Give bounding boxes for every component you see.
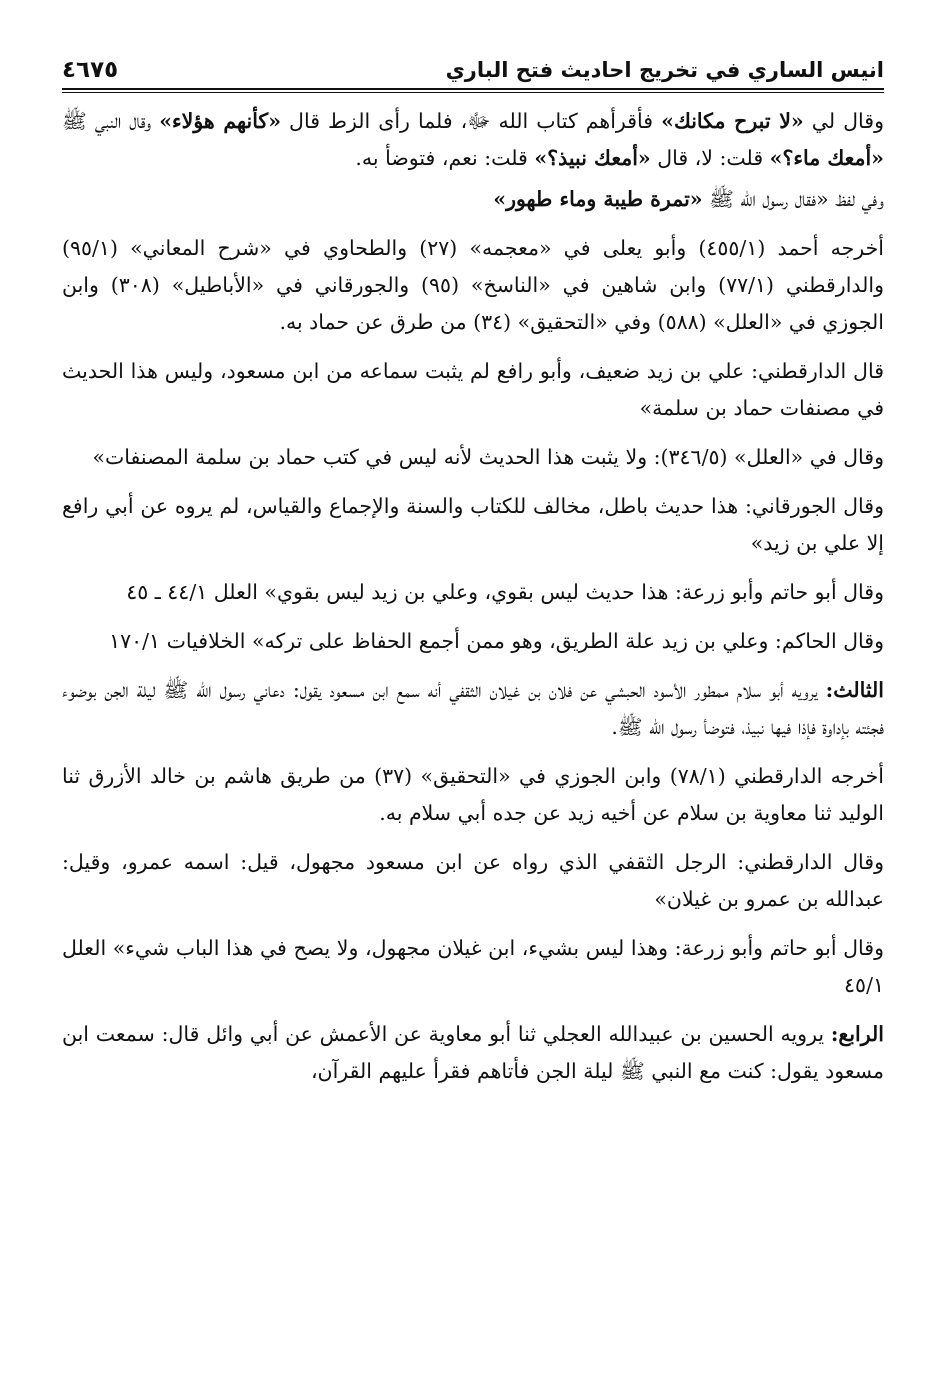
text-span: أخرجه أحمد (٤٥٥/١) وأبو يعلى في «معجمه» (٢٧) والطحاوي في «شرح المعاني» (٩٥/١) والدارقطني (٧٧/١) وابن شاهين في «الناسخ» (٩٥) والجورقاني في «الأباطيل» (٣٠٨) وابن الجوزي في «العلل» (٥٨٨) وفي «التحقيق» (٣٤) من طرق عن حماد به. — [62, 236, 884, 334]
paragraph-12 — [62, 930, 884, 1004]
text-span: يرويه الحسين بن عبيدالله العجلي ثنا أبو معاوية عن الأعمش عن أبي وائل قال: سمعت ابن مسعود يقول: كنت مع النبي ﷺ ليلة الجن فأتاهم فقرأ عليهم القرآن، — [62, 1022, 884, 1083]
paragraph-8 — [62, 623, 884, 660]
paragraph-9 — [62, 672, 884, 746]
text-span: وفي لفظ «فقال رسول الله ﷺ — [702, 187, 884, 211]
text-span: وقال أبو حاتم وأبو زرعة: هذا حديث ليس بقوي، وعلي بن زيد ليس بقوي» العلل ٤٤/١ ـ ٤٥ — [126, 580, 884, 604]
book-page — [62, 52, 884, 1372]
paragraph-3 — [62, 230, 884, 341]
section-label: الرابع: — [830, 1022, 884, 1046]
section-label: الثالث: — [825, 678, 884, 702]
text-span: وقال الدارقطني: الرجل الثقفي الذي رواه عن ابن مسعود مجهول، قيل: اسمه عمرو، وقيل: عبدالله بن عمرو بن غيلان» — [62, 850, 884, 911]
text-span: قال الدارقطني: علي بن زيد ضعيف، وأبو رافع لم يثبت سماعه من ابن مسعود، وليس هذا الحديث في مصنفات حماد بن سلمة» — [62, 359, 884, 420]
paragraph-2 — [62, 181, 884, 218]
page-number: ٤٦٧٥ — [62, 57, 119, 83]
paragraph-5 — [62, 439, 884, 476]
bold-quote: «كأنهم هؤلاء» — [159, 109, 282, 133]
paragraph-4 — [62, 353, 884, 427]
bold-quote: «أمعك ماء؟» — [769, 146, 884, 170]
bold-quote: «أمعك نبيذ؟» — [534, 146, 651, 170]
text-span: وقال الجورقاني: هذا حديث باطل، مخالف للكتاب والسنة والإجماع والقياس، لم يروه عن أبي رافع إلا علي بن زيد» — [62, 494, 884, 555]
text-span: وقال أبو حاتم وأبو زرعة: وهذا ليس بشيء، ابن غيلان مجهول، ولا يصح في هذا الباب شيء» العلل ٤٥/١ — [62, 936, 884, 997]
text-span: فأقرأهم كتاب الله ﷻ، فلما رأى الزط قال — [281, 109, 662, 133]
bold-quote: «تمرة طيبة وماء طهور» — [493, 187, 703, 211]
text-span: قلت: نعم، فتوضأ به. — [355, 146, 535, 170]
paragraph-13 — [62, 1016, 884, 1090]
paragraph-6 — [62, 488, 884, 562]
text-span: قلت: لا، قال — [650, 146, 770, 170]
text-span: يرويه أبو سلام ممطور الأسود الحبشي عن فلان بن غيلان الثقفي أنه سمع ابن مسعود يقول: دعاني رسول الله ﷺ ليلة الجن بوضوء فجئته بإداوة فإذا فيها نبيذ، فتوضأ رسول الله ﷺ. — [62, 678, 884, 739]
paragraph-10 — [62, 758, 884, 832]
header-rule-thick — [62, 88, 884, 90]
text-span: وقال لي — [803, 109, 884, 133]
running-title: انيس الساري في تخريج احاديث فتح الباري — [445, 58, 884, 82]
header-rule-thin — [62, 92, 884, 93]
text-span: وقال الحاكم: وعلي بن زيد علة الطريق، وهو ممن أجمع الحفاظ على تركه» الخلافيات ١٧٠/١ — [109, 629, 884, 653]
paragraph-11 — [62, 844, 884, 918]
page-header — [62, 52, 884, 84]
paragraph-1 — [62, 103, 884, 177]
text-span: وقال في «العلل» (٣٤٦/٥): ولا يثبت هذا الحديث لأنه ليس في كتب حماد بن سلمة المصنفات» — [92, 445, 884, 469]
paragraph-7 — [62, 574, 884, 611]
text-span: أخرجه الدارقطني (٧٨/١) وابن الجوزي في «التحقيق» (٣٧) من طريق هاشم بن خالد الأزرق ثنا الوليد ثنا معاوية بن سلام عن أخيه زيد عن جده أبي سلام به. — [62, 764, 885, 825]
text-span: وقال النبي ﷺ — [62, 109, 160, 133]
page-body — [62, 103, 884, 1090]
bold-quote: «لا تبرح مكانك» — [661, 109, 804, 133]
